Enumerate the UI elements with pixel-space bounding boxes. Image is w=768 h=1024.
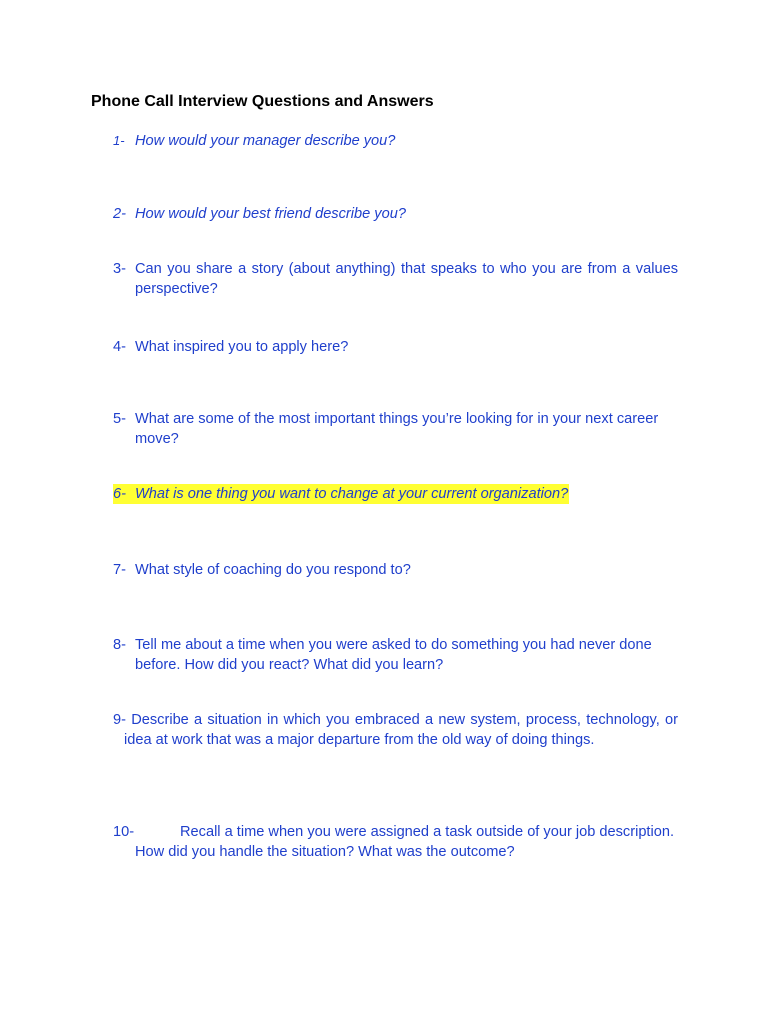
question-number: 4- <box>113 339 126 355</box>
page-title: Phone Call Interview Questions and Answers <box>91 93 434 110</box>
question-number: 8- <box>113 637 126 653</box>
question-9 <box>113 710 678 750</box>
question-text: Describe a situation in which you embraced a new system, process, technology, or idea at work that was a major departure from the old way of doing things. <box>124 712 678 748</box>
question-number: 9- <box>113 712 126 728</box>
question-text: What are some of the most important things you’re looking for in your next career move? <box>135 411 659 447</box>
question-5 <box>113 409 678 449</box>
question-number: 10- <box>113 824 135 840</box>
question-text: How would your manager describe you? <box>135 133 396 149</box>
question-1 <box>113 131 678 151</box>
question-2 <box>113 204 678 224</box>
question-number: 2- <box>113 206 126 222</box>
question-6-highlighted <box>113 484 569 504</box>
question-3 <box>113 259 678 299</box>
question-text: Tell me about a time when you were asked to do something you had never done before. How did you react? What did you learn? <box>135 637 652 673</box>
question-4 <box>113 337 678 357</box>
question-number: 3- <box>113 261 126 277</box>
question-text: Can you share a story (about anything) that speaks to who you are from a values perspective? <box>135 261 678 297</box>
question-text: Recall a time when you were assigned a task outside of your job description. How did you handle the situation? What was the outcome? <box>135 824 675 860</box>
question-number: 7- <box>113 562 126 578</box>
question-text: How would your best friend describe you? <box>135 206 406 222</box>
question-number: 6- <box>113 486 126 502</box>
question-text: What is one thing you want to change at your current organization? <box>135 486 569 502</box>
question-text: What inspired you to apply here? <box>135 339 349 355</box>
question-7 <box>113 560 678 580</box>
question-number: 5- <box>113 411 126 427</box>
question-text: What style of coaching do you respond to? <box>135 562 411 578</box>
question-10 <box>113 822 678 862</box>
question-8 <box>113 635 678 675</box>
question-number: 1- <box>113 133 125 148</box>
